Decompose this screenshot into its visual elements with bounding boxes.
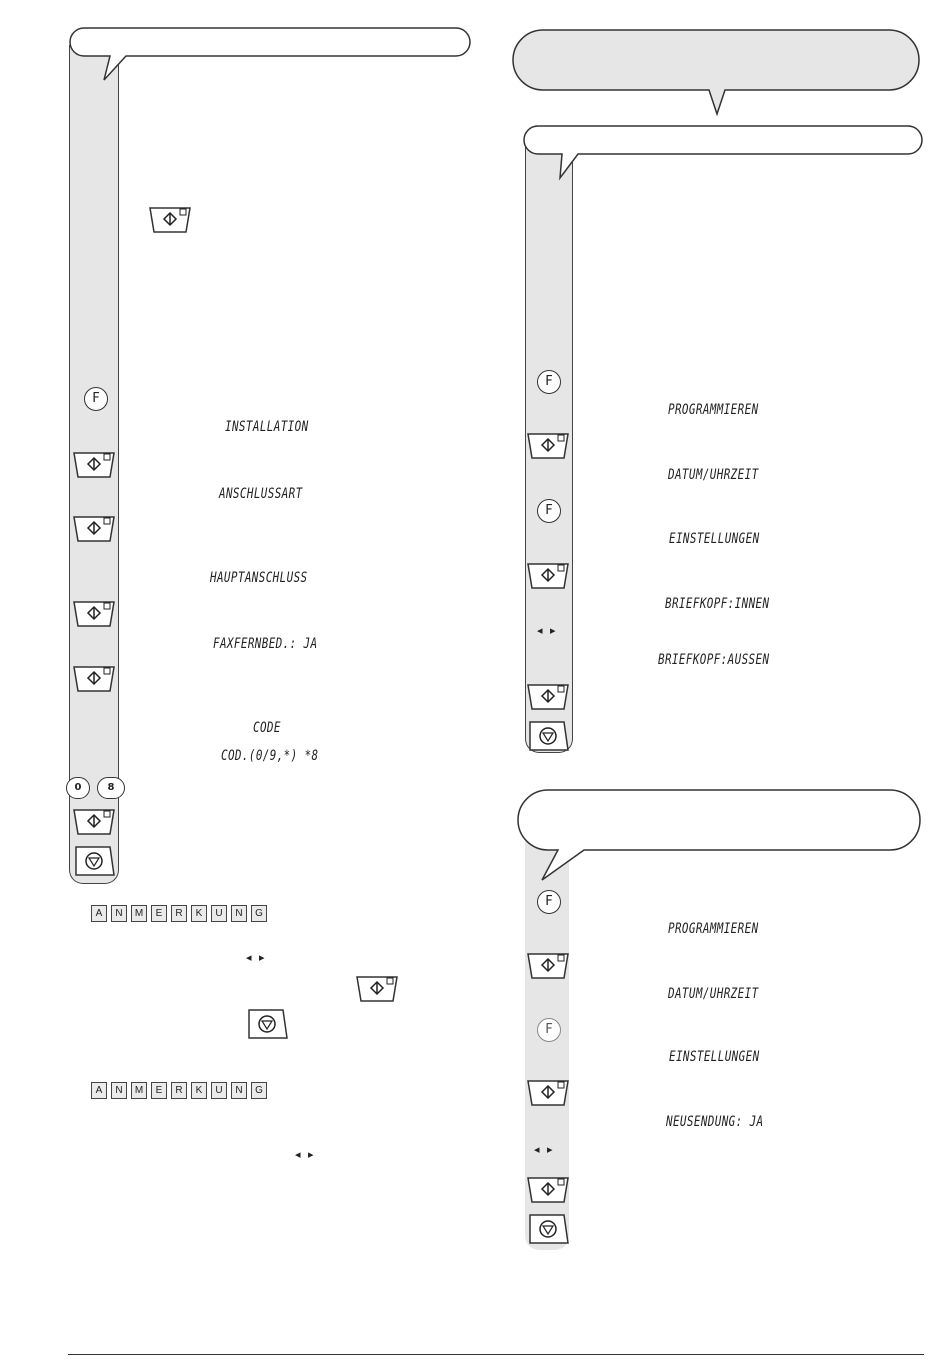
function-button[interactable]: F: [84, 387, 108, 411]
note-heading-2: [91, 1082, 267, 1099]
arrow-keys-icon[interactable]: ◂ ▸: [537, 624, 558, 637]
stop-key-icon: [245, 1008, 289, 1040]
start-key-icon: [355, 973, 399, 1003]
note-letter: K: [191, 905, 207, 922]
arrow-keys-icon[interactable]: ◂ ▸: [534, 1143, 555, 1156]
note-letter: A: [91, 905, 107, 922]
display-datum-uhrzeit: DATUM/UHRZEIT: [668, 986, 759, 1002]
right-header-bubble-2: [518, 788, 924, 886]
display-anschlussart: ANSCHLUSSART: [219, 486, 303, 502]
key-8[interactable]: 8: [97, 777, 125, 799]
note-letter: N: [231, 1082, 247, 1099]
start-key-icon[interactable]: [526, 1174, 570, 1204]
display-hauptanschluss: HAUPTANSCHLUSS: [210, 570, 308, 586]
start-key-icon[interactable]: [148, 204, 192, 234]
arrow-keys-icon: ◂ ▸: [246, 951, 267, 964]
start-key-icon[interactable]: [72, 598, 116, 628]
start-key-icon[interactable]: [526, 681, 570, 711]
left-header-bubble: [66, 26, 476, 86]
display-briefkopf-aussen: BRIEFKOPF:AUSSEN: [658, 652, 770, 668]
note-heading-1: [91, 905, 267, 922]
start-key-icon[interactable]: [526, 560, 570, 590]
note-letter: G: [251, 1082, 267, 1099]
display-faxfernbed: FAXFERNBED.: JA: [213, 636, 318, 652]
display-neusendung: NEUSENDUNG: JA: [666, 1114, 764, 1130]
display-einstellungen: EINSTELLUNGEN: [669, 531, 760, 547]
function-button[interactable]: F: [537, 890, 561, 914]
stop-key-icon[interactable]: [72, 845, 116, 877]
start-key-icon[interactable]: [72, 513, 116, 543]
note-letter: R: [171, 1082, 187, 1099]
function-button[interactable]: F: [537, 1018, 561, 1042]
stop-key-icon[interactable]: [526, 720, 570, 752]
display-einstellungen: EINSTELLUNGEN: [669, 1049, 760, 1065]
footer-rule: [68, 1354, 924, 1355]
display-briefkopf-innen: BRIEFKOPF:INNEN: [665, 596, 770, 612]
start-key-icon[interactable]: [526, 950, 570, 980]
right-header-bubble-1: [522, 124, 926, 182]
note-letter: E: [151, 1082, 167, 1099]
start-key-icon[interactable]: [72, 449, 116, 479]
display-programmieren: PROGRAMMIEREN: [668, 921, 759, 937]
start-key-icon[interactable]: [72, 663, 116, 693]
note-letter: A: [91, 1082, 107, 1099]
function-button[interactable]: F: [537, 499, 561, 523]
arrow-keys-icon: ◂ ▸: [295, 1148, 316, 1161]
display-code: CODE: [253, 720, 281, 736]
display-cod: COD.(0/9,*) *8: [221, 748, 319, 764]
display-programmieren: PROGRAMMIEREN: [668, 402, 759, 418]
note-letter: U: [211, 1082, 227, 1099]
note-letter: N: [111, 905, 127, 922]
note-letter: R: [171, 905, 187, 922]
note-letter: N: [231, 905, 247, 922]
start-key-icon[interactable]: [526, 430, 570, 460]
display-installation: INSTALLATION: [225, 419, 309, 435]
right-title-bubble: [513, 28, 923, 120]
start-key-icon[interactable]: [526, 1077, 570, 1107]
note-letter: E: [151, 905, 167, 922]
display-datum-uhrzeit: DATUM/UHRZEIT: [668, 467, 759, 483]
note-letter: N: [111, 1082, 127, 1099]
note-letter: M: [131, 905, 147, 922]
key-0[interactable]: 0: [66, 777, 90, 799]
note-letter: G: [251, 905, 267, 922]
stop-key-icon[interactable]: [526, 1213, 570, 1245]
note-letter: M: [131, 1082, 147, 1099]
function-button[interactable]: F: [537, 370, 561, 394]
note-letter: U: [211, 905, 227, 922]
note-letter: K: [191, 1082, 207, 1099]
start-key-icon[interactable]: [72, 806, 116, 836]
